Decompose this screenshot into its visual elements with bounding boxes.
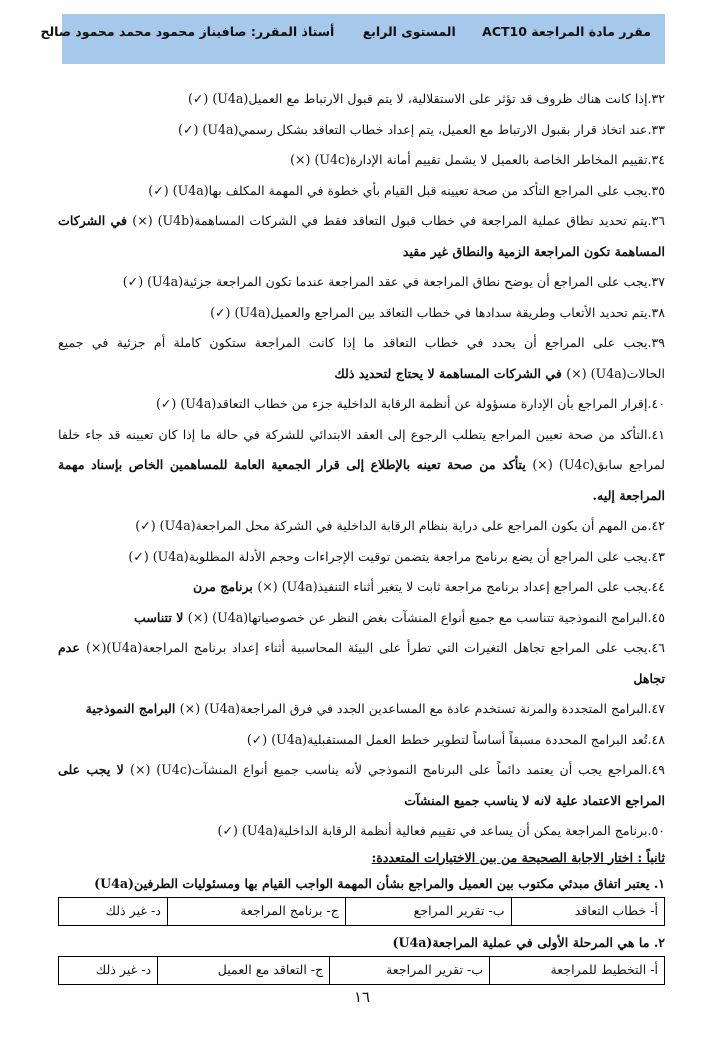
- option-d: د- غير ذلك: [59, 956, 158, 984]
- item-correction: لا يجب على المراجع الاعتماد علية لانه لا يناسب جميع المنشآت: [58, 762, 665, 808]
- list-item: [58, 603, 665, 634]
- list-item: ٥٠.برنامج المراجعة يمكن أن يساعد في تقييم فعالية أنظمة الرقابة الداخلية(U4a) (✓): [217, 823, 665, 838]
- option-a: أ- خطاب التعاقد: [511, 897, 664, 925]
- list-item: ٣٤.تقييم المخاطر الخاصة بالعميل لا يشمل تقييم أمانة الإدارة(U4c) (×): [290, 152, 665, 167]
- list-item: ٣٥.يجب على المراجع التأكد من صحة تعيينه قبل القيام بأي خطوة في المهمة المكلف بها(U4a) (✓): [148, 182, 665, 198]
- page-header: [40, 14, 665, 64]
- item-correction: عدم تجاهل: [58, 640, 665, 686]
- list-item: ٤٠.إقرار المراجع بأن الإدارة مسؤولة عن أنظمة الرقابة الداخلية جزء من خطاب التعاقد(U4a) (✓): [155, 396, 665, 411]
- item-correction: في الشركات المساهمة تكون المراجعة الزمية والنطاق غير مقيد: [58, 213, 665, 259]
- item-correction: في الشركات المساهمة لا يحتاج لتحديد ذلك: [334, 365, 567, 381]
- list-item: ٣٧.يجب على المراجع أن يوضح نطاق المراجعة في عقد المراجعة عندما تكون المراجعة جزئية(U4a) (✓): [122, 274, 665, 289]
- list-item: [58, 694, 665, 725]
- list-item: [58, 206, 665, 267]
- option-c: ج- برنامج المراجعة: [167, 897, 345, 925]
- item-text: ٣٦.يتم تحديد نطاق عملية المراجعة في خطاب قبول التعاقد فقط في الشركات المساهمة(U4b) (×): [132, 213, 666, 228]
- item-text: ٤٧.البرامج المتجددة والمرنة تستخدم عادة مع المساعدين الجدد في فرق المراجعة(U4a) (×): [179, 701, 665, 716]
- question-1-options: [58, 897, 665, 926]
- list-item: [58, 755, 665, 816]
- item-text: ٤٥.البرامج النموذجية تتناسب مع جميع أنواع المنشآت بغض النظر عن خصوصياتها(U4a) (×): [187, 609, 665, 625]
- option-d: د- غير ذلك: [59, 897, 168, 925]
- list-item: [58, 420, 665, 512]
- list-item: ٤٨.تُعد البرامج المحددة مسبقاً أساساً لتطوير خطط العمل المستقبلية(U4a) (✓): [246, 731, 665, 747]
- item-text: ٤١.التأكد من صحة تعيين المراجع يتطلب الرجوع إلى العقد الابتدائي للشركة في حالة ما إذا كان تعيينه قد جاء خلفا لمراجع سابق(U4c) (×): [58, 426, 666, 472]
- question-2: ٢. ما هي المرحلة الأولى في عملية المراجعة(U4a): [392, 934, 665, 950]
- item-text: ٣٩.يجب على المراجع أن يحدد في خطاب التعاقد ما إذا كانت المراجعة ستكون كاملة أم جزئية في جميع الحالات(U4a) (×): [58, 335, 665, 381]
- item-text: ٤٦.يجب على المراجع تجاهل التغيرات التي تطرأ على البيئة المحاسبية أثناء إعداد برنامج المراجعة(U4a)(×): [85, 640, 666, 655]
- page-content: [58, 84, 665, 989]
- list-item: ٣٣.عند اتخاذ قرار بقبول الارتباط مع العميل، يتم إعداد خطاب التعاقد بشكل رسمي(U4a) (✓): [178, 121, 665, 137]
- page-number: ١٦: [353, 988, 371, 1006]
- course-title: مقرر مادة المراجعة ACT10: [482, 24, 651, 39]
- option-b: ب- تقرير المراجع: [345, 897, 511, 925]
- item-correction: يتأكد من صحة تعينه بالإطلاع إلى قرار الجمعية العامة للمساهمين الخاص بإسناد مهمة المراجعة إليه.: [58, 457, 665, 503]
- instructor-name: أستاذ المقرر: صافيناز محمود محمد محمود صالح: [40, 24, 335, 39]
- list-item: [58, 328, 665, 389]
- item-correction: برنامج مرن: [192, 579, 258, 594]
- option-b: ب- تقرير المراجعة: [330, 956, 490, 984]
- item-text: ٤٤.يجب على المراجع إعداد برنامج مراجعة ثابت لا يتغير أثناء التنفيذ(U4a) (×): [257, 579, 665, 594]
- option-c: ج- التعاقد مع العميل: [158, 956, 330, 984]
- section-title: ثانياً : اختار الاجابة الصحيحة من بين الاختيارات المتعددة:: [371, 849, 665, 865]
- option-a: أ- التخطيط للمراجعة: [490, 956, 665, 984]
- item-correction: لا تتناسب: [133, 609, 188, 625]
- list-item: ٤٣.يجب على المراجع أن يضع برنامج مراجعة يتضمن توقيت الإجراءات وحجم الأدلة المطلوبة(U4a) (✓): [128, 548, 665, 564]
- item-text: ٤٩.المراجع يجب أن يعتمد دائماً على البرنامج النموذجي لأنه يناسب جميع أنواع المنشآت(U4c) (×): [130, 762, 665, 777]
- list-item: ٣٨.يتم تحديد الأتعاب وطريقة سدادها في خطاب التعاقد بين المراجع والعميل(U4a) (✓): [210, 304, 665, 320]
- list-item: [58, 572, 665, 603]
- list-item: [58, 633, 665, 694]
- question-2-options: [58, 956, 665, 985]
- list-item: ٤٢.من المهم أن يكون المراجع على دراية بنظام الرقابة الداخلية في الشركة محل المراجعة(U4a) (✓): [135, 518, 665, 533]
- list-item: ٣٢.إذا كانت هناك ظروف قد تؤثر على الاستقلالية، لا يتم قبول الارتباط مع العميل(U4a) (✓): [187, 91, 665, 106]
- question-1: ١. يعتبر اتفاق مبدئي مكتوب بين العميل والمراجع بشأن المهمة الواجب القيام بها ومسئوليات الطرفين(U4a): [94, 875, 665, 891]
- item-correction: البرامج النموذجية: [85, 701, 180, 716]
- course-level: المستوى الرابع: [362, 24, 456, 39]
